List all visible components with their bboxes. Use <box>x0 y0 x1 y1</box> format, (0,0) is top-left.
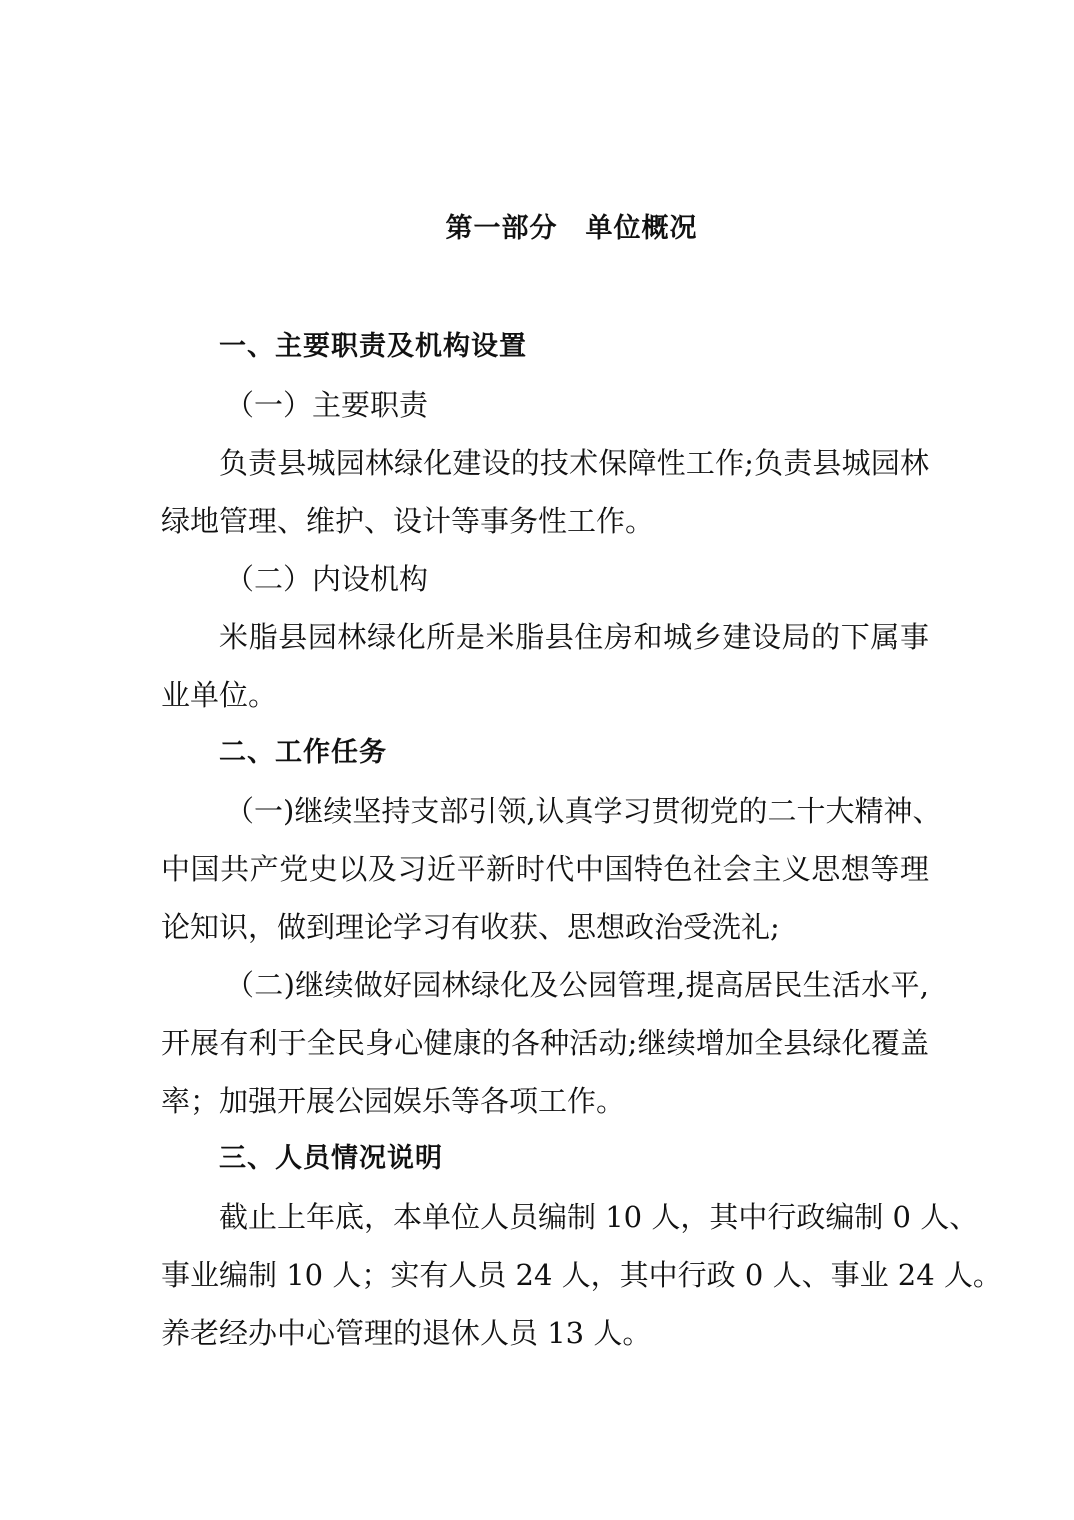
paragraph-line: 开展有利于全民身心健康的各种活动;继续增加全县绿化覆盖 <box>161 1026 929 1060</box>
paragraph-line: 养老经办中心管理的退休人员 13 人。 <box>161 1316 652 1350</box>
subheading-internal-structure: （二）内设机构 <box>225 562 429 596</box>
paragraph-line: 绿地管理、维护、设计等事务性工作。 <box>161 504 655 538</box>
paragraph-line: 业单位。 <box>161 678 278 712</box>
paragraph-line: 论知识，做到理论学习有收获、思想政治受洗礼; <box>161 910 780 944</box>
section-heading-staffing: 三、人员情况说明 <box>219 1143 443 1174</box>
paragraph-line: 率；加强开展公园娱乐等各项工作。 <box>161 1084 626 1118</box>
paragraph-line: 负责县城园林绿化建设的技术保障性工作;负责县城园林 <box>219 446 929 480</box>
page-title: 第一部分 单位概况 <box>445 213 698 244</box>
document-body <box>161 318 1002 1362</box>
paragraph-line: 米脂县园林绿化所是米脂县住房和城乡建设局的下属事 <box>219 620 929 654</box>
paragraph-line: 中国共产党史以及习近平新时代中国特色社会主义思想等理 <box>161 852 929 886</box>
paragraph-line: （一)继续坚持支部引领,认真学习贯彻党的二十大精神、 <box>225 794 942 828</box>
section-heading-tasks: 二、工作任务 <box>219 737 387 768</box>
paragraph-line: 事业编制 10 人；实有人员 24 人，其中行政 0 人、事业 24 人。 <box>161 1258 1002 1292</box>
paragraph-line: （二)继续做好园林绿化及公园管理,提高居民生活水平, <box>225 968 929 1002</box>
paragraph-line: 截止上年底，本单位人员编制 10 人，其中行政编制 0 人、 <box>219 1200 979 1234</box>
subheading-main-duties: （一）主要职责 <box>225 388 429 422</box>
section-heading-duties: 一、主要职责及机构设置 <box>219 331 527 362</box>
